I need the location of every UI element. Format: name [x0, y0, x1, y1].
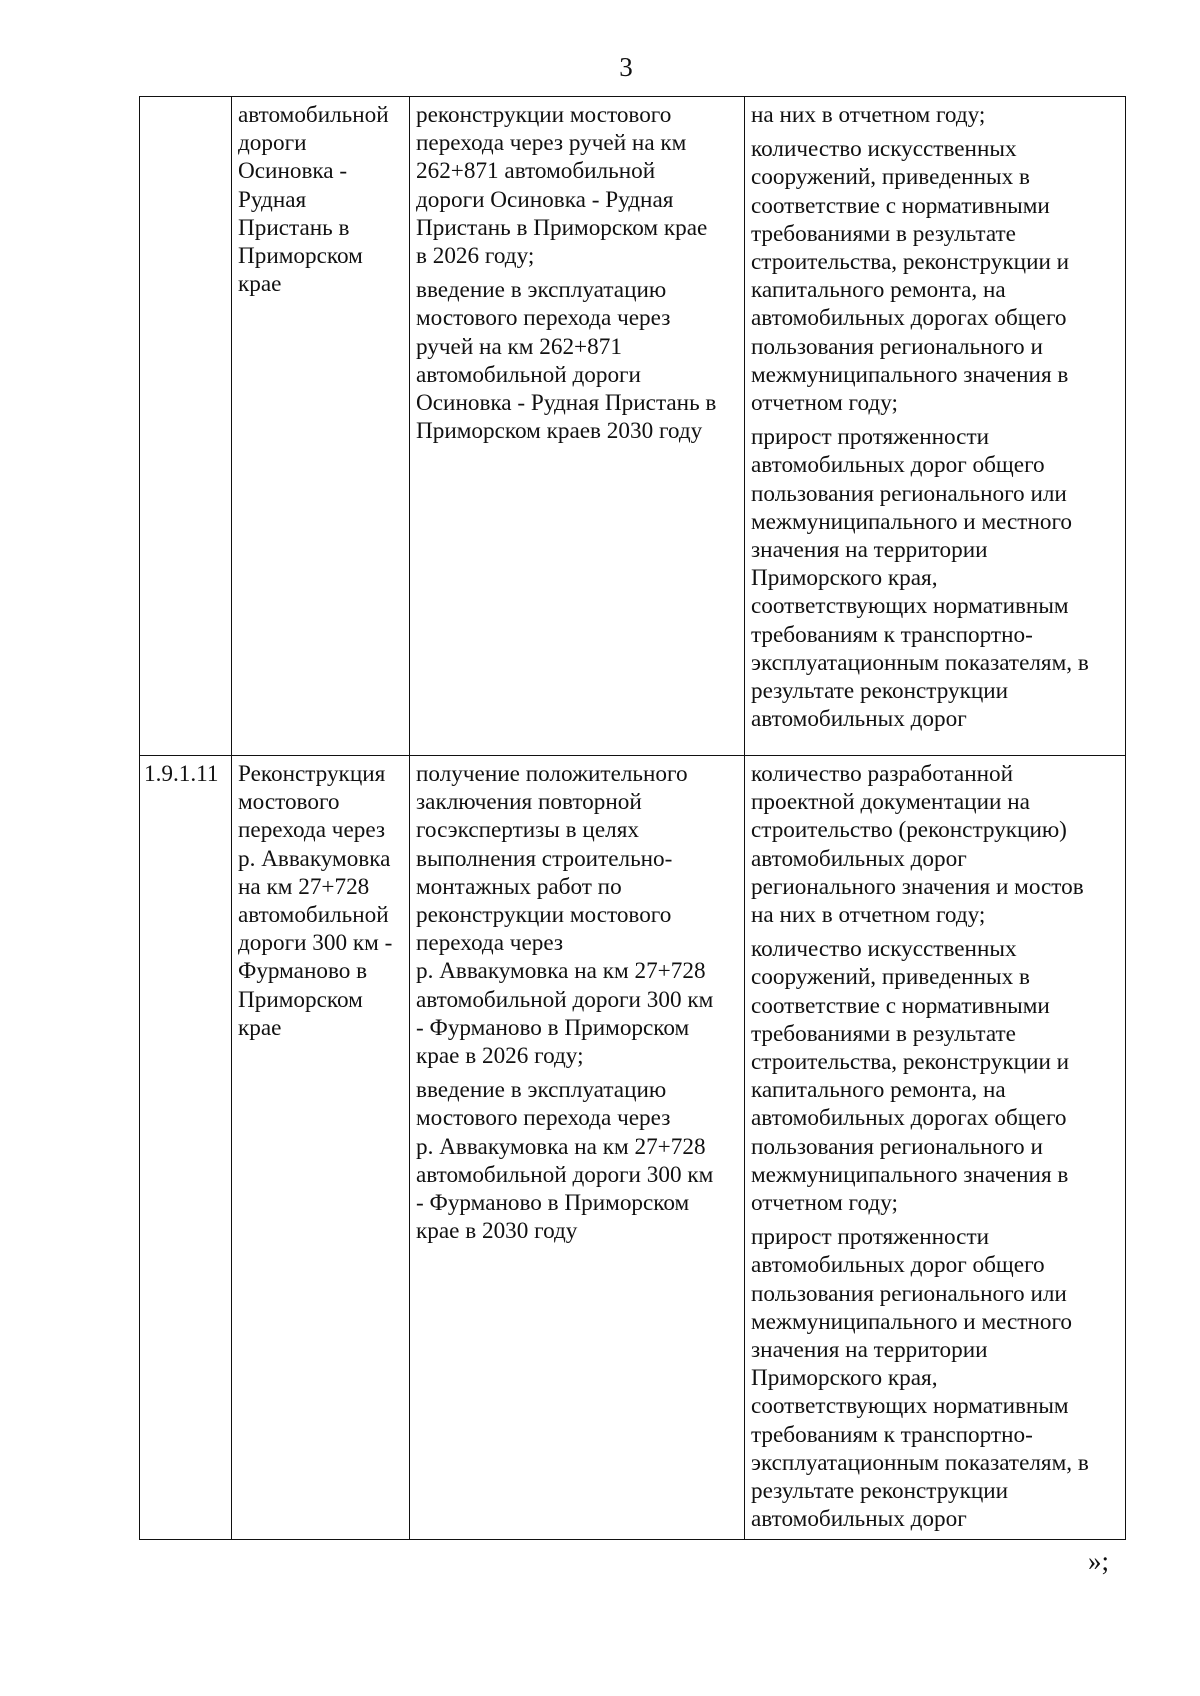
indicator-paragraph: количество разработанной проектной документации на строительство (реконструкцию) автомобильных дорог регионального значения и мостов на них в отчетном году;: [751, 761, 1084, 929]
row-number-cell: [140, 756, 232, 1540]
indicator-paragraph: количество искусственных сооружений, приведенных в соответствие с нормативными требованиями в результате строительства, реконструкции и капитального ремонта, на автомобильных дорогах общего пользования регионального и межмуниципального значения в отчетном году;: [751, 936, 1070, 1217]
result-paragraph: введение в эксплуатацию мостового перехода через ручей на км 262+871 автомобильной дороги Осиновка - Рудная Пристань в Приморском краев 2030 году: [416, 277, 717, 445]
measure-name-cell: [232, 97, 410, 756]
result-paragraph: введение в эксплуатацию мостового перехода через р. Аввакумовка на км 27+728 автомобильной дороги 300 км - Фурманово в Приморском крае в 2030 году: [416, 1077, 714, 1245]
indicator-paragraph: на них в отчетном году;: [751, 102, 986, 128]
indicator-paragraph: количество искусственных сооружений, приведенных в соответствие с нормативными требованиями в результате строительства, реконструкции и капитального ремонта, на автомобильных дорогах общего пользования регионального и межмуниципального значения в отчетном году;: [751, 136, 1070, 417]
result-paragraph: реконструкции мостового перехода через ручей на км 262+871 автомобильной дороги Осиновка - Рудная Пристань в Приморском крае в 2026 году;: [416, 102, 708, 270]
indicator-paragraph: прирост протяженности автомобильных дорог общего пользования регионального или межмуниципального и местного значения на территории Приморского края, соответствующих нормативным требованиям к транспортно- эксплуатационным показателям, в результате реконструкции автомобильных дорог: [751, 1224, 1089, 1533]
indicators-cell: [745, 756, 1126, 1540]
expected-result-cell: [410, 97, 745, 756]
measure-name-cell: [232, 756, 410, 1540]
closing-quote-mark: »;: [1088, 1546, 1110, 1576]
measure-name: автомобильной дороги Осиновка - Рудная Пристань в Приморском крае: [238, 102, 389, 298]
row-number-cell: [140, 97, 232, 756]
table-row: [140, 97, 1126, 756]
indicators-cell: [745, 97, 1126, 756]
page-number: 3: [619, 52, 633, 82]
indicator-paragraph: прирост протяженности автомобильных дорог общего пользования регионального или межмуниципального и местного значения на территории Приморского края, соответствующих нормативным требованиям к транспортно- эксплуатационным показателям, в результате реконструкции автомобильных дорог: [751, 424, 1089, 733]
result-paragraph: получение положительного заключения повторной госэкспертизы в целях выполнения строительно- монтажных работ по реконструкции мостового перехода через р. Аввакумовка на км 27+728 автомобильной дороги 300 км - Фурманово в Приморском крае в 2026 году;: [416, 761, 714, 1070]
table-row: [140, 756, 1126, 1540]
row-number: 1.9.1.11: [144, 761, 219, 787]
expected-result-cell: [410, 756, 745, 1540]
measure-name: Реконструкция мостового перехода через р. Аввакумовка на км 27+728 автомобильной дороги 300 км - Фурманово в Приморском крае: [238, 761, 393, 1041]
measures-table: [139, 96, 1126, 1540]
